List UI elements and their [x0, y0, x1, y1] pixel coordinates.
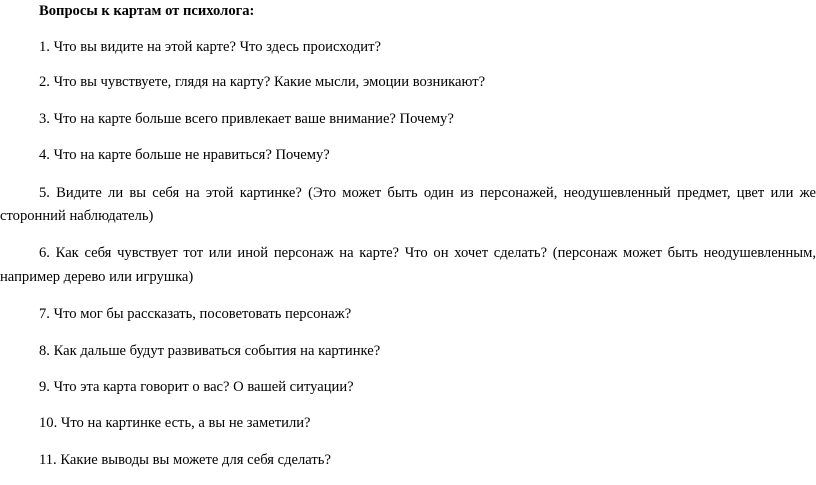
- question-11: 11. Какие выводы вы можете для себя сделать?: [39, 452, 331, 468]
- question-3: 3. Что на карте больше всего привлекает ваше внимание? Почему?: [39, 111, 454, 127]
- question-1: 1. Что вы видите на этой карте? Что здесь происходит?: [39, 39, 381, 55]
- question-5-line-1: 5. Видите ли вы себя на этой картинке? (Это может быть один из персонажей, неодушевленный предмет, цвет или же: [39, 185, 816, 201]
- question-6-line-1: 6. Как себя чувствует тот или иной персонаж на карте? Что он хочет сделать? (персонаж может быть неодушевленным,: [39, 245, 816, 261]
- question-4: 4. Что на карте больше не нравиться? Почему?: [39, 147, 330, 163]
- question-10: 10. Что на картинке есть, а вы не заметили?: [39, 415, 311, 431]
- question-8: 8. Как дальше будут развиваться события на картинке?: [39, 343, 381, 359]
- question-6-line-2: например дерево или игрушка): [0, 269, 194, 285]
- document-title: Вопросы к картам от психолога:: [39, 3, 255, 19]
- question-2: 2. Что вы чувствуете, глядя на карту? Какие мысли, эмоции возникают?: [39, 74, 486, 90]
- question-7: 7. Что мог бы рассказать, посоветовать персонаж?: [39, 306, 352, 322]
- question-5-line-2: сторонний наблюдатель): [0, 208, 154, 224]
- question-9: 9. Что эта карта говорит о вас? О вашей ситуации?: [39, 379, 354, 395]
